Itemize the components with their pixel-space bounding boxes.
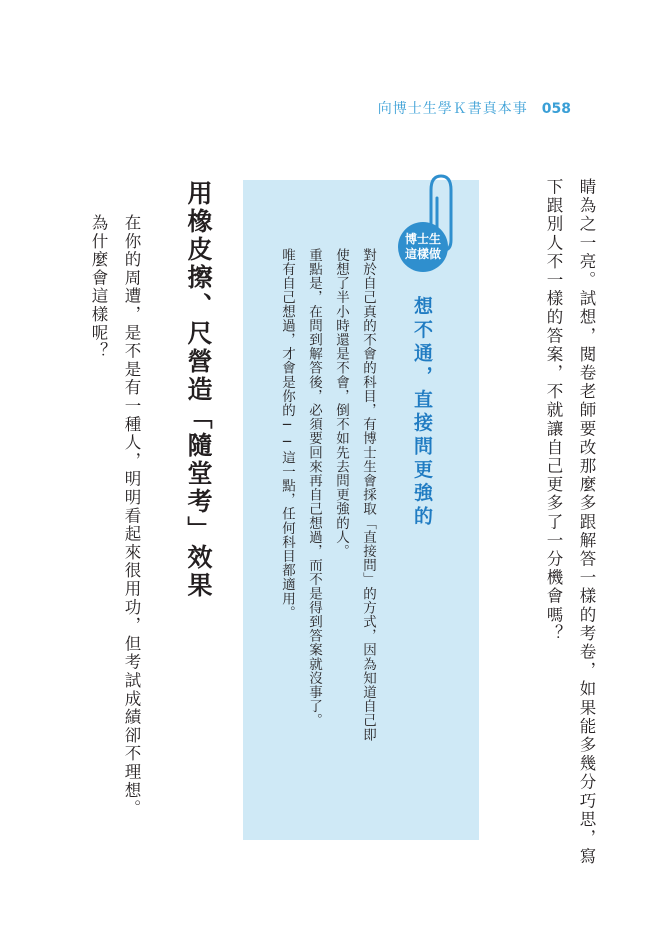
- tip-title: 想不通，直接問更強的: [411, 296, 433, 529]
- tip-badge-line: 這樣做: [404, 247, 441, 261]
- section-paragraph: [82, 214, 148, 818]
- body-text-column: [537, 178, 603, 866]
- body-text-line: 下跟別人不一樣的答案，不就讓自己更多了一分機會嗎？: [544, 178, 563, 643]
- section-headline: 用橡皮擦、尺營造「隨堂考」效果: [184, 180, 213, 600]
- tip-line: 使想了半小時還是不會，倒不如先去問更強的人。: [333, 248, 349, 559]
- tip-body: [273, 248, 381, 742]
- running-title: 向博士生學Ｋ書真本事: [377, 101, 528, 117]
- tip-line: 對於自己真的不會的科目，有博士生會採取「直接問」的方式，因為知道自己即: [360, 248, 376, 742]
- tip-line: 唯有自己想過，才會是你的──這一點，任何科目都適用。: [279, 248, 295, 620]
- paragraph-line: 為什麼會這樣呢？: [89, 214, 108, 361]
- tip-line: 重點是，在問到解答後，必須要回來再自己想過，而不是得到答案就沒事了。: [306, 248, 322, 728]
- tip-badge: [398, 222, 448, 272]
- paragraph-line: 在你的周遭，是不是有一種人，明明看起來很用功，但考試成績卻不理想。: [122, 214, 141, 818]
- running-header: [378, 98, 571, 118]
- tip-badge-line: 博士生: [404, 232, 441, 246]
- body-text-line: 睛為之一亮。試想，閱卷老師要改那麼多跟解答一樣的考卷，如果能多幾分巧思，寫: [577, 178, 596, 867]
- page-number: 058: [541, 101, 571, 117]
